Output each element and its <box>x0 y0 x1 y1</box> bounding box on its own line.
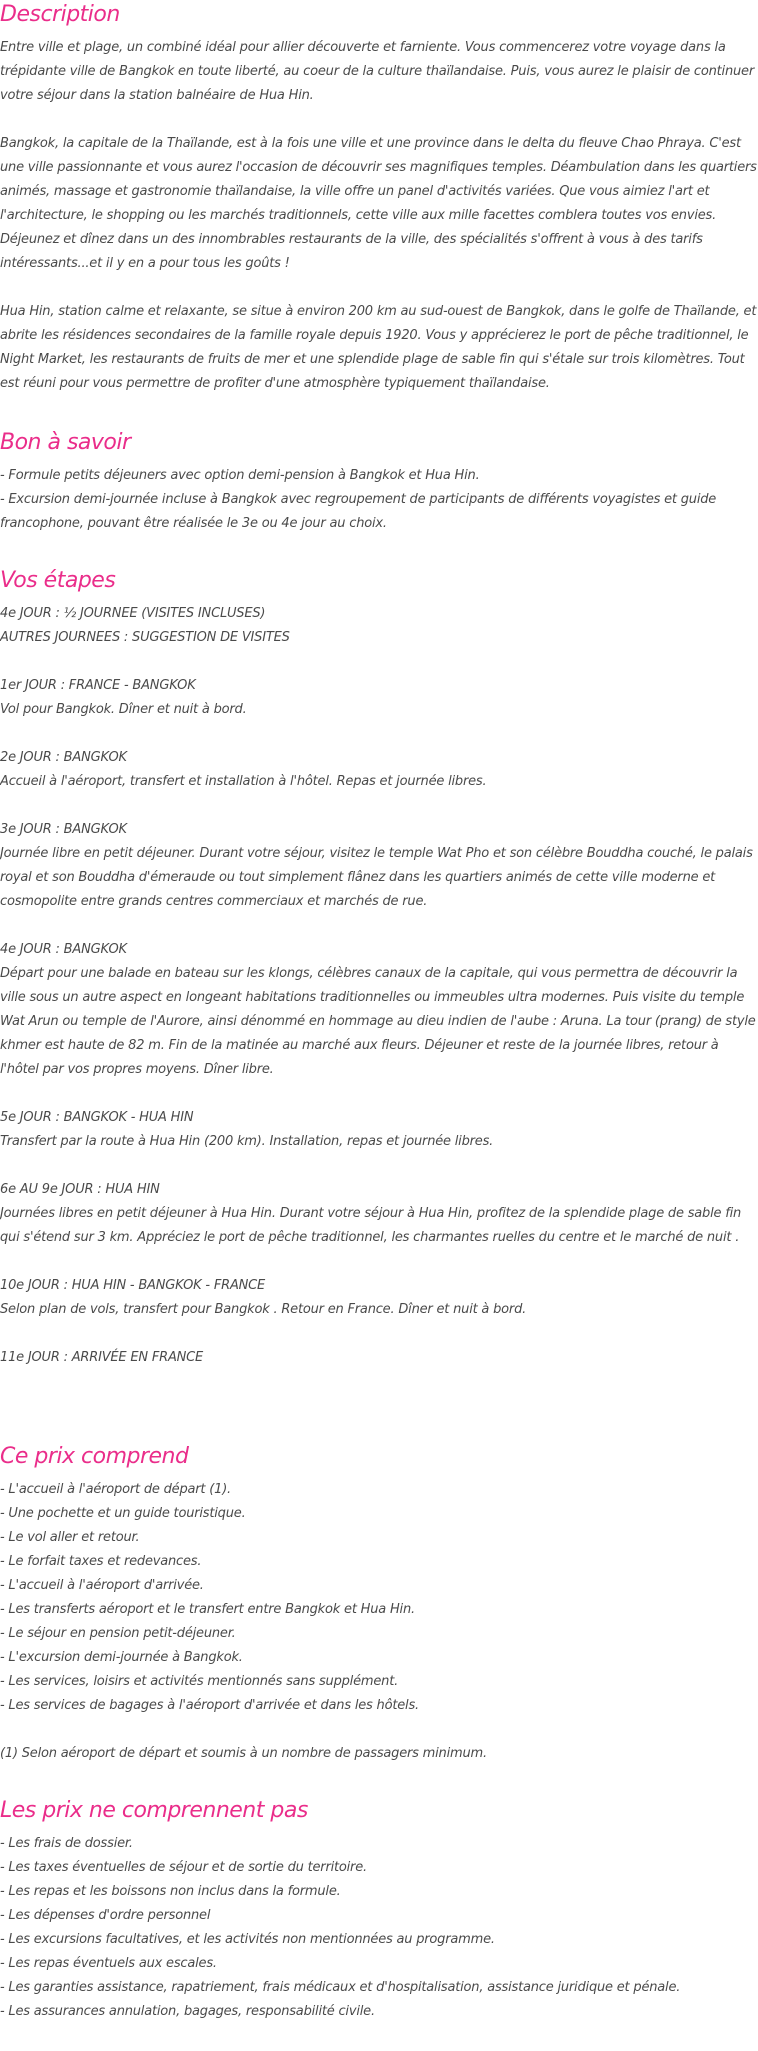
prix-ne-comprennent-pas-body <box>0 1832 758 2024</box>
list-item: - L'excursion demi-journée à Bangkok. <box>0 1650 243 1665</box>
prix-comprend-title: Ce prix comprend <box>0 1444 189 1469</box>
list-item: - Excursion demi-journée incluse à Bangkok avec regroupement de participants de différents voyagistes et guide francophone, pouvant être réalisée le 3e ou 4e jour au choix. <box>0 492 717 531</box>
list-item: - Les excursions facultatives, et les activités non mentionnées au programme. <box>0 1932 495 1947</box>
description-section <box>0 0 758 396</box>
prix-ne-comprennent-pas-section <box>0 1796 758 2024</box>
list-item: - Le séjour en pension petit-déjeuner. <box>0 1626 236 1641</box>
list-item: - Les frais de dossier. <box>0 1836 133 1851</box>
day-text: Vol pour Bangkok. Dîner et nuit à bord. <box>0 702 247 717</box>
list-item: - Les garanties assistance, rapatriement, frais médicaux et d'hospitalisation, assistance juridique et pénale. <box>0 1980 681 1995</box>
etapes-intro: 4e JOUR : ½ JOURNEE (VISITES INCLUSES) <box>0 606 266 621</box>
day-text: Journée libre en petit déjeuner. Durant votre séjour, visitez le temple Wat Pho et son célèbre Bouddha couché, le palais royal et son Bouddha d'émeraude ou tout simplement flânez dans les quartiers animés de cette ville moderne et cosmopolite entre grands centres commerciaux et marchés de rue. <box>0 846 753 909</box>
day-heading: 10e JOUR : HUA HIN - BANGKOK - FRANCE <box>0 1278 266 1293</box>
list-item: - L'accueil à l'aéroport d'arrivée. <box>0 1578 204 1593</box>
description-paragraph: Entre ville et plage, un combiné idéal pour allier découverte et farniente. Vous commencerez votre voyage dans la trépidante ville de Bangkok en toute liberté, au coeur de la culture thaïlandaise. Puis, vous aurez le plaisir de continuer votre séjour dans la station balnéaire de Hua Hin. <box>0 40 754 103</box>
prix-ne-comprennent-pas-title: Les prix ne comprennent pas <box>0 1798 308 1823</box>
list-item: - L'accueil à l'aéroport de départ (1). <box>0 1482 231 1497</box>
list-item: - Les assurances annulation, bagages, responsabilité civile. <box>0 2004 375 2019</box>
list-item: - Une pochette et un guide touristique. <box>0 1506 246 1521</box>
list-item: - Les services, loisirs et activités mentionnés sans supplément. <box>0 1674 399 1689</box>
day-heading: 2e JOUR : BANGKOK <box>0 750 127 765</box>
day-text: Journées libres en petit déjeuner à Hua Hin. Durant votre séjour à Hua Hin, profitez de la splendide plage de sable fin qui s'étend sur 3 km. Appréciez le port de pêche traditionnel, les charmantes ruelles du centre et le marché de nuit . <box>0 1206 742 1245</box>
description-paragraph: Bangkok, la capitale de la Thaïlande, est à la fois une ville et une province dans le delta du fleuve Chao Phraya. C'est une ville passionnante et vous aurez l'occasion de découvrir ses magnifiques temples. Déambulation dans les quartiers animés, massage et gastronomie thaïlandaise, la ville offre un panel d'activités variées. Que vous aimiez l'art et l'architecture, le shopping ou les marchés traditionnels, cette ville aux mille facettes comblera toutes vos envies. Déjeunez et dînez dans un des innombrables restaurants de la ville, des spécialités s'offrent à vous à des tarifs intéressants...et il y en a pour tous les goûts ! <box>0 136 757 271</box>
day-text: Départ pour une balade en bateau sur les klongs, célèbres canaux de la capitale, qui vous permettra de découvrir la ville sous un autre aspect en longeant habitations traditionnelles ou immeubles ultra modernes. Puis visite du temple Wat Arun ou temple de l'Aurore, ainsi dénommé en hommage au dieu indien de l'aube : Aruna. La tour (prang) de style khmer est haute de 82 m. Fin de la matinée au marché aux fleurs. Déjeuner et reste de la journée libres, retour à l'hôtel par vos propres moyens. Dîner libre. <box>0 966 756 1077</box>
bon-a-savoir-title: Bon à savoir <box>0 430 131 455</box>
etapes-title: Vos étapes <box>0 568 116 593</box>
description-title: Description <box>0 2 120 27</box>
list-item: - Le forfait taxes et redevances. <box>0 1554 202 1569</box>
day-text: Transfert par la route à Hua Hin (200 km). Installation, repas et journée libres. <box>0 1134 494 1149</box>
footnote: (1) Selon aéroport de départ et soumis à un nombre de passagers minimum. <box>0 1746 487 1761</box>
list-item: - Les repas éventuels aux escales. <box>0 1956 217 1971</box>
etapes-intro: AUTRES JOURNEES : SUGGESTION DE VISITES <box>0 630 290 645</box>
etapes-body <box>0 602 758 1442</box>
description-body <box>0 36 758 396</box>
list-item: - Les taxes éventuelles de séjour et de sortie du territoire. <box>0 1860 367 1875</box>
list-item: - Les services de bagages à l'aéroport d'arrivée et dans les hôtels. <box>0 1698 419 1713</box>
day-heading: 1er JOUR : FRANCE - BANGKOK <box>0 678 196 693</box>
day-heading: 11e JOUR : ARRIVÉE EN FRANCE <box>0 1350 204 1365</box>
day-text: Selon plan de vols, transfert pour Bangkok . Retour en France. Dîner et nuit à bord. <box>0 1302 527 1317</box>
list-item: - Les repas et les boissons non inclus dans la formule. <box>0 1884 341 1899</box>
etapes-section <box>0 566 758 1442</box>
prix-comprend-section <box>0 1442 758 1766</box>
list-item: - Les transferts aéroport et le transfert entre Bangkok et Hua Hin. <box>0 1602 415 1617</box>
day-heading: 5e JOUR : BANGKOK - HUA HIN <box>0 1110 194 1125</box>
bon-a-savoir-body <box>0 464 758 536</box>
prix-comprend-body <box>0 1478 758 1766</box>
bon-a-savoir-section <box>0 428 758 536</box>
day-text: Accueil à l'aéroport, transfert et installation à l'hôtel. Repas et journée libres. <box>0 774 487 789</box>
description-paragraph: Hua Hin, station calme et relaxante, se situe à environ 200 km au sud-ouest de Bangkok, dans le golfe de Thaïlande, et abrite les résidences secondaires de la famille royale depuis 1920. Vous y apprécierez le port de pêche traditionnel, le Night Market, les restaurants de fruits de mer et une splendide plage de sable fin qui s'étale sur trois kilomètres. Tout est réuni pour vous permettre de profiter d'une atmosphère typiquement thaïlandaise. <box>0 304 757 391</box>
day-heading: 6e AU 9e JOUR : HUA HIN <box>0 1182 160 1197</box>
list-item: - Les dépenses d'ordre personnel <box>0 1908 211 1923</box>
day-heading: 3e JOUR : BANGKOK <box>0 822 127 837</box>
list-item: - Formule petits déjeuners avec option demi-pension à Bangkok et Hua Hin. <box>0 468 480 483</box>
day-heading: 4e JOUR : BANGKOK <box>0 942 127 957</box>
list-item: - Le vol aller et retour. <box>0 1530 140 1545</box>
